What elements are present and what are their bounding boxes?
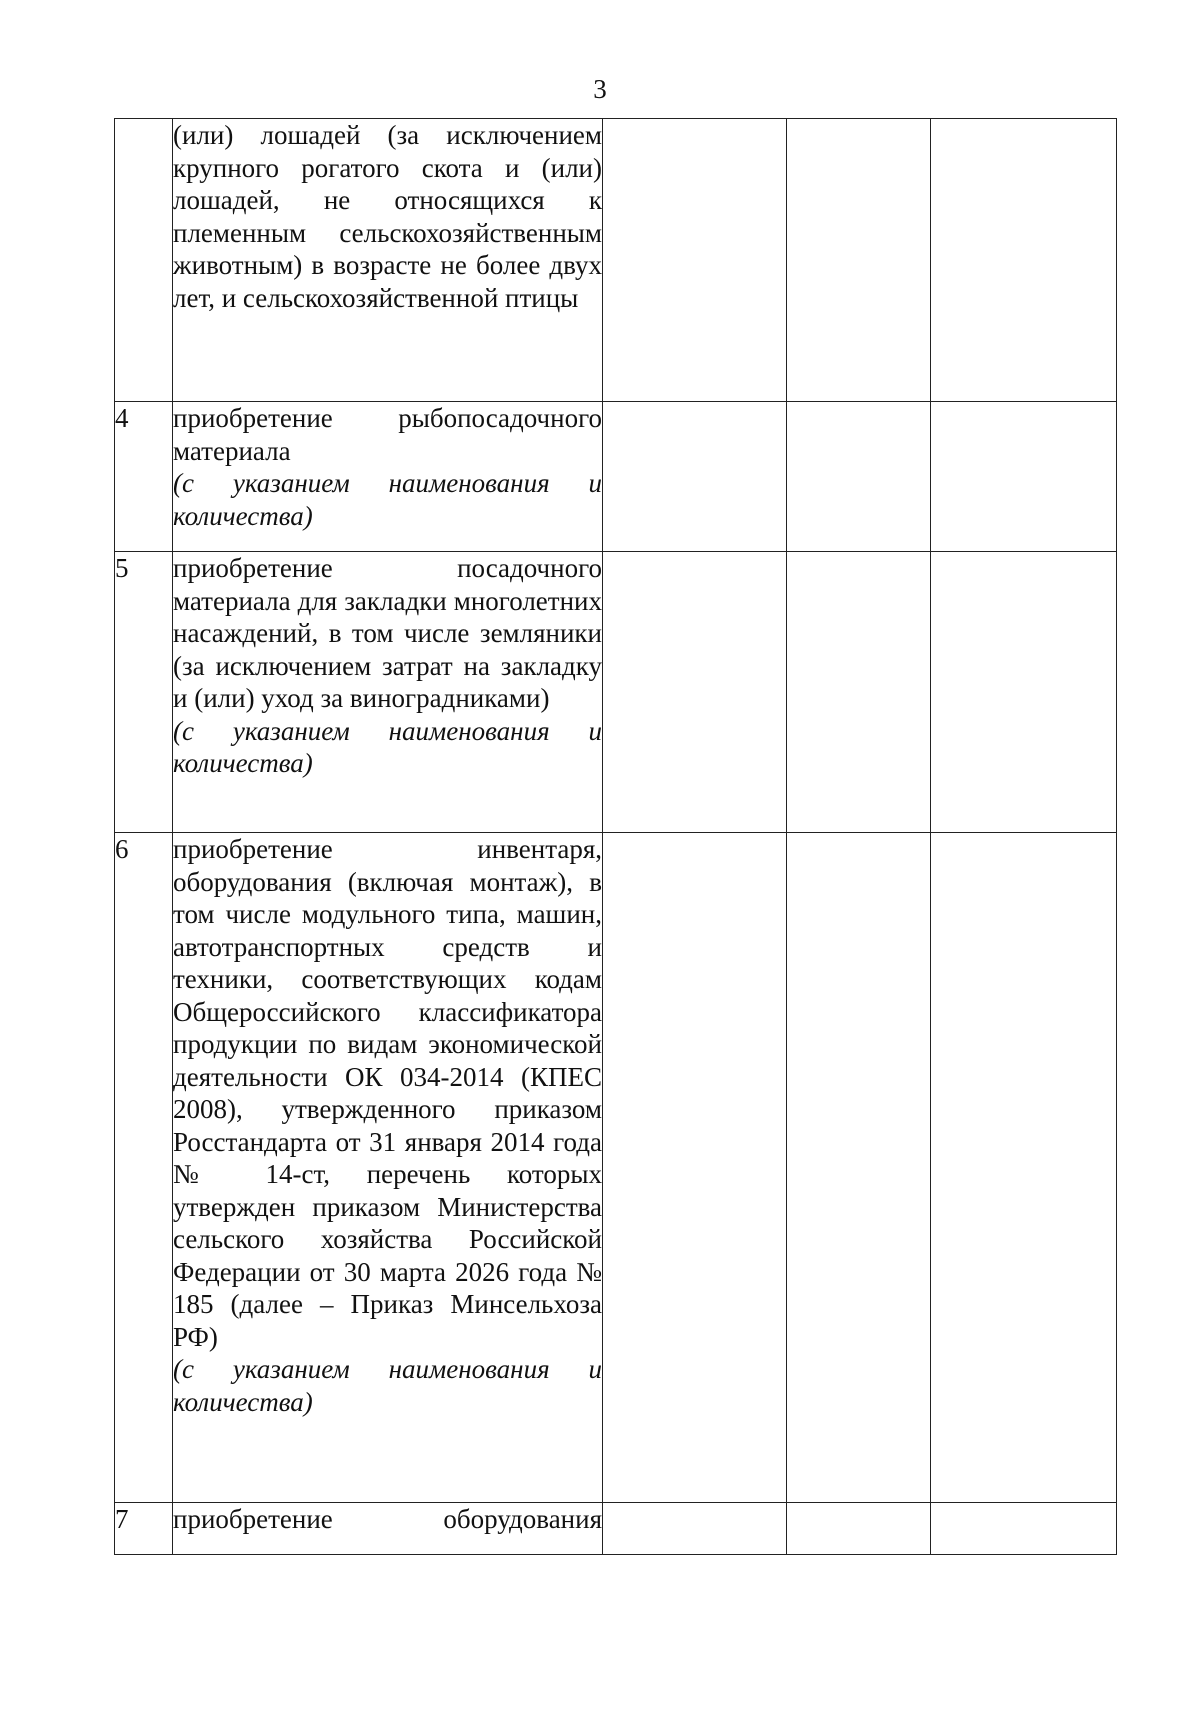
row-description-cell bbox=[173, 402, 603, 552]
row-number: 7 bbox=[115, 1504, 129, 1534]
row-number-cell bbox=[115, 833, 173, 1503]
row-number-cell bbox=[115, 119, 173, 402]
row-description: приобретение посадочного материала для закладки многолетних насаждений, в том числе земляники (за исключением затрат на закладку и (или) уход за виноградниками) bbox=[173, 553, 602, 713]
empty-cell bbox=[603, 833, 787, 1503]
row-description: приобретение инвентаря, оборудования (включая монтаж), в том числе модульного типа, машин, автотранспортных средств и техники, соответствующих кодам Общероссийского классификатора продукции по видам экономической деятельности ОК 034-2014 (КПЕС 2008), утвержденного приказом Росстандарта от 31 января 2014 года № 14-ст, перечень которых утвержден приказом Министерства сельского хозяйства Российской Федерации от 30 марта 2026 года № 185 (далее – Приказ Минсельхоза РФ) bbox=[173, 834, 602, 1352]
empty-cell bbox=[787, 402, 931, 552]
row-number: 5 bbox=[115, 553, 129, 583]
empty-cell bbox=[787, 1503, 931, 1555]
expenses-table bbox=[114, 118, 1117, 1555]
empty-cell bbox=[603, 119, 787, 402]
row-description-cell bbox=[173, 833, 603, 1503]
row-number-cell bbox=[115, 1503, 173, 1555]
empty-cell bbox=[787, 833, 931, 1503]
row-description: приобретение оборудования bbox=[173, 1504, 602, 1534]
page-number: 3 bbox=[593, 74, 607, 104]
row-note: (с указанием наименования и количества) bbox=[173, 468, 602, 531]
empty-cell bbox=[603, 402, 787, 552]
empty-cell bbox=[931, 1503, 1117, 1555]
table-row bbox=[115, 402, 1117, 552]
row-description: (или) лошадей (за исключением крупного рогатого скота и (или) лошадей, не относящихся к племенным сельскохозяйственным животным) в возрасте не более двух лет, и сельскохозяйственной птицы bbox=[173, 120, 602, 313]
table-row bbox=[115, 119, 1117, 402]
empty-cell bbox=[931, 402, 1117, 552]
row-description-cell bbox=[173, 119, 603, 402]
row-number-cell bbox=[115, 402, 173, 552]
table-row bbox=[115, 833, 1117, 1503]
table-row bbox=[115, 552, 1117, 833]
empty-cell bbox=[603, 1503, 787, 1555]
row-description-cell bbox=[173, 1503, 603, 1555]
row-number: 4 bbox=[115, 403, 129, 433]
empty-cell bbox=[931, 833, 1117, 1503]
empty-cell bbox=[787, 119, 931, 402]
row-note: (с указанием наименования и количества) bbox=[173, 715, 602, 778]
row-number-cell bbox=[115, 552, 173, 833]
empty-cell bbox=[603, 552, 787, 833]
empty-cell bbox=[931, 119, 1117, 402]
row-description-cell bbox=[173, 552, 603, 833]
row-description: приобретение рыбопосадочного материала bbox=[173, 403, 602, 466]
row-number: 6 bbox=[115, 834, 129, 864]
empty-cell bbox=[931, 552, 1117, 833]
empty-cell bbox=[787, 552, 931, 833]
row-note: (с указанием наименования и количества) bbox=[173, 1354, 602, 1417]
table-row bbox=[115, 1503, 1117, 1555]
